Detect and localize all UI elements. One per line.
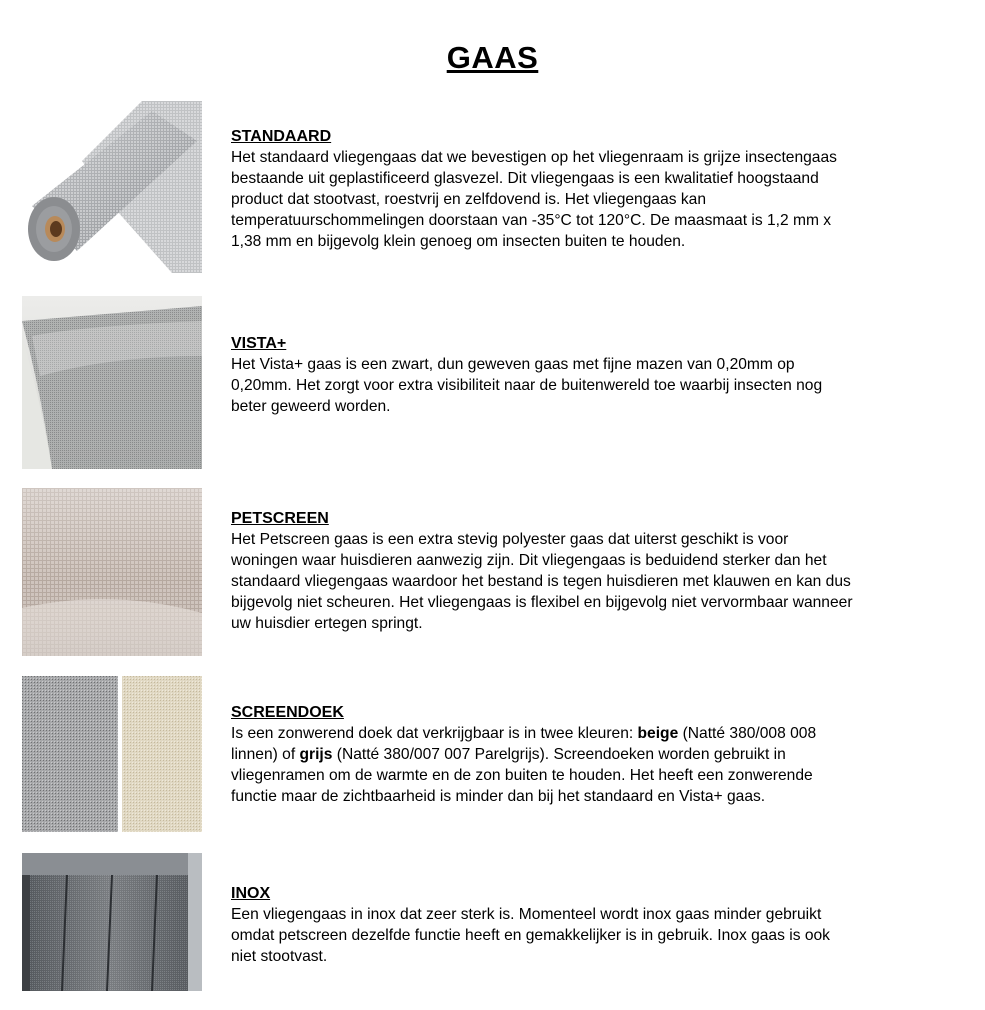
petscreen-mesh-image	[22, 488, 202, 656]
body-text-line: 0,20mm. Het zorgt voor extra visibiliteit naar de buitenwereld toe waarbij insecten nog	[231, 377, 823, 394]
body-text-line: functie maar de zichtbaarheid is minder dan bij het standaard en Vista+ gaas.	[231, 788, 766, 805]
body-text-line: Het Petscreen gaas is een extra stevig polyester gaas dat uiterst geschikt is voor	[231, 531, 789, 548]
body-text-line: 1,38 mm en bijgevolg klein genoeg om insecten buiten te houden.	[231, 233, 686, 250]
body-text-line: product dat stootvast, roestvrij en zelfdovend is. Het vliegengaas kan	[231, 191, 707, 208]
body-text-line: Het Vista+ gaas is een zwart, dun geweven gaas met fijne mazen van 0,20mm op	[231, 356, 795, 373]
body-text-line: bijgevolg niet scheuren. Het vliegengaas is flexibel en bijgevolg niet vervormbaar wanneer	[231, 594, 853, 611]
body-text-line: omdat petscreen dezelfde functie heeft en gemakkelijker is in gebruik. Inox gaas is ook	[231, 927, 830, 944]
inox-mesh-image	[22, 853, 202, 991]
section-screendoek	[231, 702, 971, 807]
color-beige: beige	[637, 725, 679, 742]
body-text-line: niet stootvast.	[231, 948, 328, 965]
screendoek-swatches-image	[22, 676, 202, 832]
section-heading: PETSCREEN	[231, 510, 329, 527]
section-standaard	[231, 126, 971, 252]
section-petscreen	[231, 508, 971, 634]
body-text-fragment: (Natté 380/008 008	[678, 725, 817, 742]
section-vista	[231, 333, 971, 417]
body-text-line	[231, 744, 971, 765]
body-text-line: beter geweerd worden.	[231, 398, 391, 415]
body-text-fragment: (Natté 380/007 007 Parelgrijs). Screendoeken worden gebruikt in	[332, 746, 786, 763]
body-text-line: vliegenramen om de warmte en de zon buiten te houden. Het heeft een zonwerende	[231, 767, 813, 784]
body-text-line: Een vliegengaas in inox dat zeer sterk is. Momenteel wordt inox gaas minder gebruikt	[231, 906, 822, 923]
body-text-line: Het standaard vliegengaas dat we bevestigen op het vliegenraam is grijze insectengaas	[231, 149, 837, 166]
section-heading: SCREENDOEK	[231, 704, 344, 721]
color-grijs: grijs	[299, 746, 333, 763]
section-inox	[231, 883, 971, 967]
body-text-fragment: Is een zonwerend doek dat verkrijgbaar is in twee kleuren:	[231, 725, 638, 742]
vista-mesh-image	[22, 296, 202, 469]
body-text-line: standaard vliegengaas waardoor het bestand is tegen huisdieren met klauwen en kan dus	[231, 573, 851, 590]
body-text-line: uw huisdier ertegen springt.	[231, 615, 423, 632]
section-heading: VISTA+	[231, 335, 287, 352]
body-text-line: woningen waar huisdieren aanwezig zijn. Dit vliegengaas is beduidend sterker dan het	[231, 552, 827, 569]
body-text-line	[231, 723, 971, 744]
body-text-line: bestaande uit geplastificeerd glasvezel. Dit vliegengaas is een kwalitatief hoogstaand	[231, 170, 819, 187]
body-text-fragment: linnen) of	[231, 746, 300, 763]
section-heading: INOX	[231, 885, 271, 902]
page-title: GAAS	[446, 40, 539, 75]
standaard-mesh-roll-image	[22, 101, 202, 273]
section-heading: STANDAARD	[231, 128, 332, 145]
body-text-line: temperatuurschommelingen doorstaan van -35°C tot 120°C. De maasmaat is 1,2 mm x	[231, 212, 832, 229]
